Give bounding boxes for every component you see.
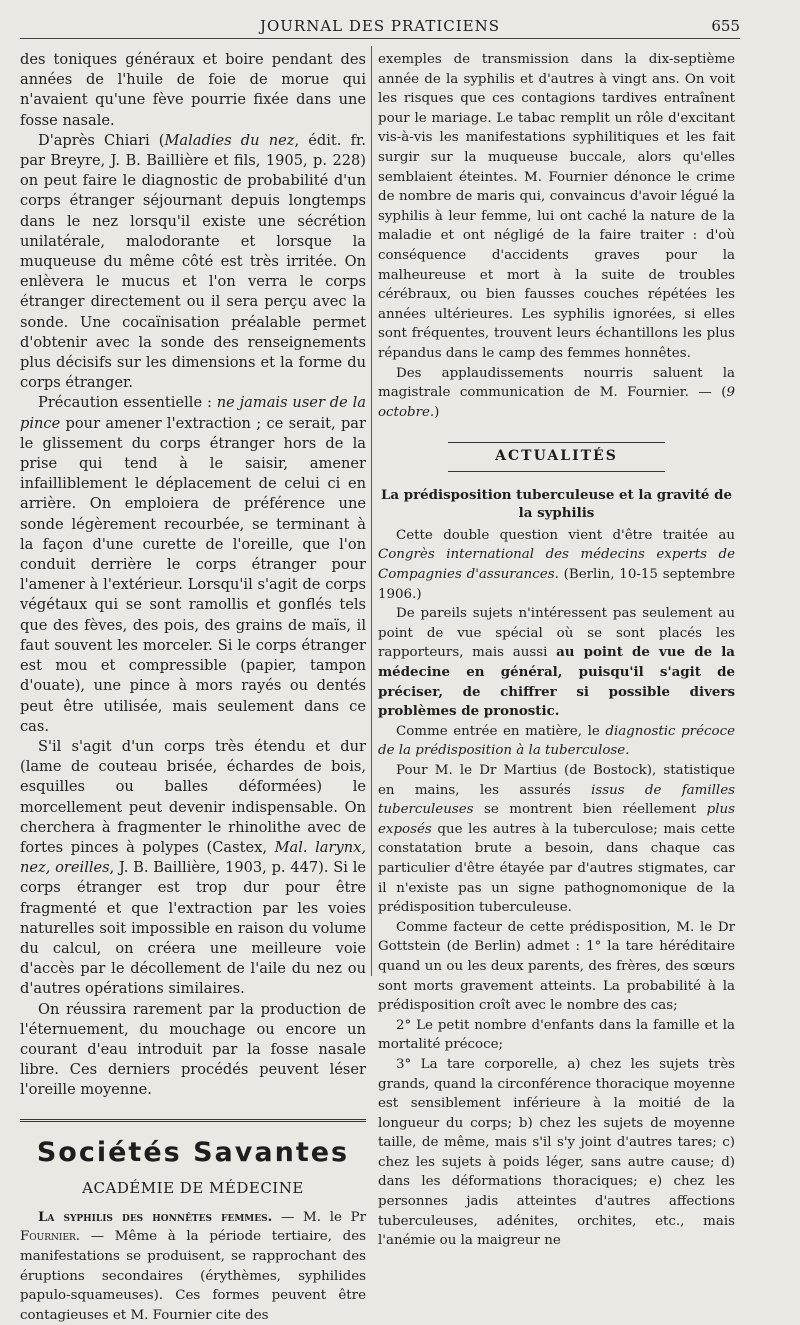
- article-title: La prédisposition tuberculeuse et la gravité de la syphilis: [380, 486, 732, 521]
- left-column: [20, 50, 366, 1325]
- paragraph: La syphilis des honnêtes femmes. — M. le Pr Fournier. — Même à la période tertiaire, des manifestations se produisent, se rapprochant des éruptions secondaires (érythèmes, syphilides papulo-squameuses). Ces formes peuvent être contagieuses et M. Fournier cite des: [20, 1208, 366, 1323]
- section-separator: [20, 1119, 366, 1122]
- paragraph: Des applaudissements nourris saluent la magistrale communication de M. Fournier. — (9 octobre.): [378, 365, 735, 420]
- paragraph: Comme facteur de cette prédisposition, M. le Dr Gottstein (de Berlin) admet : 1° la tare héréditaire quand un ou les deux parents, des frères, des sœurs sont morts gravement atteints. La probabilité à la prédisposition croît avec le nombre des cas;: [378, 919, 735, 1014]
- section-heading: ACTUALITÉS: [448, 442, 665, 472]
- subsection-heading: ACADÉMIE DE MÉDECINE: [82, 1178, 304, 1197]
- paragraph: exemples de transmission dans la dix-septième année de la syphilis et d'autres à vingt ans. On voit les risques que ces contagions tardives entraînent pour le mariage. Le tabac remplit un rôle d'excitant vis-à-vis les manifestations syphilitiques et les fait surgir sur la muqueuse buccale, alors qu'elles semblaient éteintes. M. Fournier dénonce le crime de nombre de maris qui, convaincus d'avoir légué la syphilis à leur femme, lui ont caché la nature de la maladie et ont négligé de la faire traiter : d'où conséquence d'accidents graves pour la malheureuse et mort à la suite de troubles cérébraux, ou bien fausses couches répétées les années ultérieures. Les syphilis ignorées, si elles sont fréquentes, trouvent leurs échantillons les plus répandus dans le camp des femmes honnêtes.: [378, 52, 735, 361]
- paragraph: D'après Chiari (Maladies du nez, édit. fr. par Breyre, J. B. Baillière et fils, 1905, p. 228) on peut faire le diagnostic de probabilité d'un corps étranger séjournant depuis longtemps dans le nez lorsqu'il existe une sécrétion unilatérale, malodorante et lorsque la muqueuse du même côté est très irritée. On enlèvera le mucus et l'on verra le corps étranger directement ou il sera perçu avec la sonde. Une cocaïnisation préalable permet d'obtenir avec la sonde des renseignements plus décisifs sur les dimensions et la forme du corps étranger.: [20, 131, 367, 392]
- paragraph: De pareils sujets n'intéressent pas seulement au point de vue spécial où se sont placés les rapporteurs, mais aussi au point de vue de la médecine en général, puisqu'il s'agit de préciser, de chiffrer si possible divers problèmes de pronostic.: [378, 606, 735, 720]
- paragraph: des toniques généraux et boire pendant des années de l'huile de foie de morue qui n'avaient qu'une fève pourrie fixée dans une fosse nasale.: [20, 51, 366, 129]
- paragraph: S'il s'agit d'un corps très étendu et dur (lame de couteau brisée, échardes de bois, esquilles ou balles déformées) le morcellement peut devenir indispensable. On cherchera à fragmenter le rhinolithe avec de fortes pinces à polypes (Castex, Mal. larynx, nez, oreilles, J. B. Baillière, 1903, p. 447). Si le corps étranger est trop dur pour être fragmenté et que l'extraction par les voies naturelles soit impossible en raison du volume du calcul, on créera une meilleure voie d'accès par le décollement de l'aile du nez ou d'autres opérations similaires.: [20, 737, 367, 998]
- journal-title: JOURNAL DES PRATICIENS: [259, 17, 501, 35]
- section-heading: Sociétés Savantes: [36, 1136, 350, 1168]
- page-header: [20, 14, 740, 39]
- paragraph: 2° Le petit nombre d'enfants dans la famille et la mortalité précoce;: [378, 1017, 735, 1053]
- paragraph: On réussira rarement par la production de l'éternuement, du mouchage ou encore un courant d'eau introduit par la fosse nasale libre. Ces derniers procédés peuvent léser l'oreille moyenne.: [20, 1000, 366, 1099]
- paragraph: Pour M. le Dr Martius (de Bostock), statistique en mains, les assurés issus de familles tuberculeuses se montrent bien réellement plus exposés que les autres à la tuberculose; mais cette constatation brute a besoin, dans chaque cas particulier d'être étayée par d'autres stigmates, car il n'existe pas un signe pathognomonique de la prédisposition tuberculeuse.: [378, 763, 735, 916]
- page-number: 655: [711, 17, 740, 35]
- column-divider: [371, 46, 372, 976]
- paragraph: Comme entrée en matière, le diagnostic précoce de la prédisposition à la tuberculose.: [378, 723, 735, 759]
- paragraph: 3° La tare corporelle, a) chez les sujets très grands, quand la circonférence thoracique moyenne est sensiblement inférieure à la moitié de la longueur du corps; b) chez les sujets de moyenne taille, de même, mais s'il s'y joint d'autres tares; c) chez les sujets à poids léger, sans autre cause; d) dans les déformations thoraciques; e) chez les personnes jadis atteintes d'autres affections tuberculeuses, adénites, orchites, etc., mais l'anémie ou la maigreur ne: [378, 1056, 735, 1249]
- right-column: [378, 50, 735, 1251]
- paragraph: Cette double question vient d'être traitée au Congrès international des médecins experts de Compagnies d'assurances. (Berlin, 10-15 septembre 1906.): [378, 527, 735, 602]
- paragraph: Précaution essentielle : ne jamais user de la pince pour amener l'extraction ; ce serait, par le glissement du corps étranger hors de la prise qui tend à le saisir, amener infailliblement le déplacement de celui ci en arrière. On emploiera de préférence une sonde légèrement recourbée, se terminant à la façon d'une curette de l'oreille, que l'on conduit derrière le corps étranger pour l'amener à l'extérieur. Lorsqu'il s'agit de corps végétaux qui se sont ramollis et gonflés tels que des fèves, des pois, des grains de maïs, il faut souvent les morceler. Si le corps étranger est mou et compressible (papier, tampon d'ouate), une pince à mors rayés ou dentés peut être utilisée, mais seulement dans ce cas.: [20, 394, 366, 735]
